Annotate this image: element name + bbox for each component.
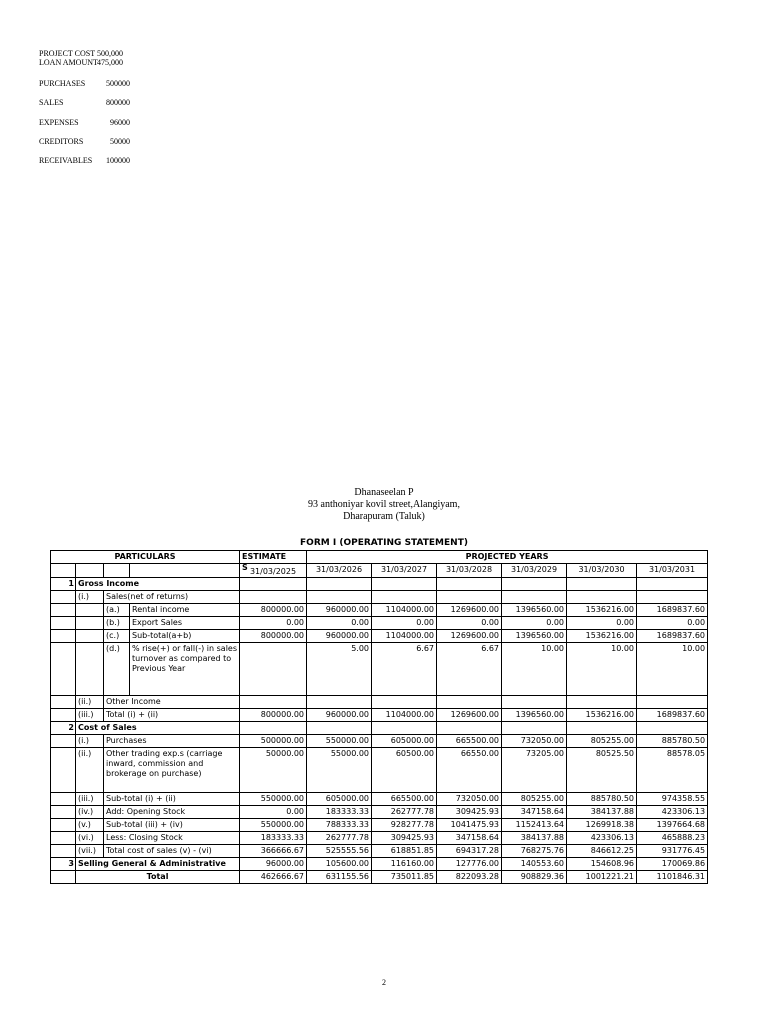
table-row [51, 696, 708, 709]
value-cell: 0.00 [307, 617, 372, 630]
value-cell: 768275.76 [502, 845, 567, 858]
table-row [51, 793, 708, 806]
value-cell [372, 578, 437, 591]
row-index: (ii.) [76, 748, 104, 793]
row-label: Sub-total (iii) + (iv) [104, 819, 240, 832]
total-value-cell: 1001221.21 [567, 871, 637, 884]
section-number: 2 [51, 722, 76, 735]
value-cell: 10.00 [567, 643, 637, 696]
section-number: 1 [51, 578, 76, 591]
value-cell: 928277.78 [372, 819, 437, 832]
total-value-cell: 908829.36 [502, 871, 567, 884]
loan-amount-label: LOAN AMOUNT [39, 58, 98, 67]
value-cell: 1396560.00 [502, 604, 567, 617]
value-cell: 0.00 [502, 617, 567, 630]
value-cell: 183333.33 [240, 832, 307, 845]
project-cost-label: PROJECT COST [39, 49, 96, 58]
section-number [51, 630, 76, 643]
value-cell: 347158.64 [502, 806, 567, 819]
row-index: (vii.) [76, 845, 104, 858]
summary-value: 50000 [110, 137, 130, 146]
table-row [51, 578, 708, 591]
value-cell: 0.00 [240, 617, 307, 630]
value-cell: 732050.00 [502, 735, 567, 748]
value-cell: 805255.00 [502, 793, 567, 806]
section-number [51, 748, 76, 793]
total-value-cell: 462666.67 [240, 871, 307, 884]
value-cell: 788333.33 [307, 819, 372, 832]
date-cell: 31/03/2029 [502, 564, 567, 578]
total-value-cell: 735011.85 [372, 871, 437, 884]
row-index: (vi.) [76, 832, 104, 845]
table-row [51, 604, 708, 617]
date-cell: 31/03/2028 [437, 564, 502, 578]
value-cell [307, 696, 372, 709]
value-cell: 154608.96 [567, 858, 637, 871]
section-number [51, 735, 76, 748]
value-cell: 1689837.60 [637, 709, 708, 722]
date-cell: 31/03/2030 [567, 564, 637, 578]
row-label: Sales(net of returns) [104, 591, 240, 604]
header-estimate: ESTIMATE [240, 551, 307, 564]
table-row [51, 806, 708, 819]
value-cell: 10.00 [502, 643, 567, 696]
value-cell: 423306.13 [567, 832, 637, 845]
value-cell: 665500.00 [437, 735, 502, 748]
value-cell: 170069.86 [637, 858, 708, 871]
date-estimate: 31/03/2025 [249, 567, 297, 576]
value-cell [437, 722, 502, 735]
value-cell: 1269600.00 [437, 630, 502, 643]
value-cell: 885780.50 [637, 735, 708, 748]
value-cell: 80525.50 [567, 748, 637, 793]
value-cell: 931776.45 [637, 845, 708, 858]
address-city: Dharapuram (Taluk) [343, 511, 425, 522]
table-row [51, 845, 708, 858]
value-cell [567, 578, 637, 591]
table-row [51, 832, 708, 845]
date-cell: 31/03/2026 [307, 564, 372, 578]
row-index: (i.) [76, 735, 104, 748]
value-cell [567, 591, 637, 604]
value-cell: 0.00 [240, 806, 307, 819]
summary-label: SALES [39, 98, 64, 107]
value-cell: 55000.00 [307, 748, 372, 793]
value-cell: 262777.78 [307, 832, 372, 845]
value-cell: 618851.85 [372, 845, 437, 858]
section-label: Cost of Sales [76, 722, 240, 735]
project-cost-value: 500,000 [97, 49, 123, 58]
total-row [51, 871, 708, 884]
section-number [51, 832, 76, 845]
value-cell [502, 696, 567, 709]
value-cell: 309425.93 [437, 806, 502, 819]
section-number [51, 604, 76, 617]
section-number [51, 819, 76, 832]
value-cell: 183333.33 [307, 806, 372, 819]
value-cell: 1396560.00 [502, 630, 567, 643]
table-row [51, 748, 708, 793]
value-cell: 1269600.00 [437, 709, 502, 722]
value-cell: 1536216.00 [567, 630, 637, 643]
value-cell [637, 591, 708, 604]
value-cell: 6.67 [372, 643, 437, 696]
value-cell: 846612.25 [567, 845, 637, 858]
table-row [51, 591, 708, 604]
total-value-cell: 631155.56 [307, 871, 372, 884]
value-cell: 309425.93 [372, 832, 437, 845]
row-subindex: (a.) [104, 604, 130, 617]
value-cell [372, 696, 437, 709]
value-cell: 550000.00 [240, 819, 307, 832]
header-projected-years: PROJECTED YEARS [307, 551, 708, 564]
value-cell: 73205.00 [502, 748, 567, 793]
value-cell: 1152413.64 [502, 819, 567, 832]
form-title: FORM I (OPERATING STATEMENT) [300, 538, 468, 548]
row-subindex: (d.) [104, 643, 130, 696]
row-label: Rental income [130, 604, 240, 617]
value-cell: 605000.00 [307, 793, 372, 806]
value-cell: 0.00 [567, 617, 637, 630]
value-cell: 50000.00 [240, 748, 307, 793]
value-cell [567, 722, 637, 735]
section-label: Selling General & Administrative [76, 858, 240, 871]
table-row [51, 735, 708, 748]
date-cell: 31/03/2027 [372, 564, 437, 578]
row-index: (v.) [76, 819, 104, 832]
row-index: (iii.) [76, 793, 104, 806]
row-index [76, 617, 104, 630]
header-particulars: PARTICULARS [51, 551, 240, 564]
table-row [51, 617, 708, 630]
value-cell: 6.67 [437, 643, 502, 696]
summary-label: RECEIVABLES [39, 156, 93, 165]
value-cell: 116160.00 [372, 858, 437, 871]
value-cell [307, 578, 372, 591]
value-cell: 0.00 [437, 617, 502, 630]
value-cell: 800000.00 [240, 604, 307, 617]
value-cell: 96000.00 [240, 858, 307, 871]
value-cell: 1689837.60 [637, 630, 708, 643]
value-cell [437, 591, 502, 604]
value-cell: 1041475.93 [437, 819, 502, 832]
row-label: Sub-total(a+b) [130, 630, 240, 643]
value-cell: 885780.50 [567, 793, 637, 806]
value-cell: 127776.00 [437, 858, 502, 871]
value-cell: 105600.00 [307, 858, 372, 871]
value-cell: 694317.28 [437, 845, 502, 858]
section-number [51, 845, 76, 858]
value-cell [240, 578, 307, 591]
value-cell: 465888.23 [637, 832, 708, 845]
row-label: Export Sales [130, 617, 240, 630]
address-name: Dhanaseelan P [354, 487, 414, 498]
row-label: % rise(+) or fall(-) in sales turnover as compared to Previous Year [130, 643, 240, 696]
section-number [51, 696, 76, 709]
value-cell: 960000.00 [307, 630, 372, 643]
value-cell: 1104000.00 [372, 604, 437, 617]
value-cell: 1269918.38 [567, 819, 637, 832]
value-cell [437, 578, 502, 591]
summary-value: 800000 [106, 98, 130, 107]
header-estimate-cut: S [242, 563, 248, 572]
section-number [51, 806, 76, 819]
value-cell: 1396560.00 [502, 709, 567, 722]
date-cell [240, 564, 307, 578]
date-row [51, 564, 708, 578]
section-number [51, 617, 76, 630]
total-label: Total [76, 871, 240, 884]
value-cell: 10.00 [637, 643, 708, 696]
value-cell: 1689837.60 [637, 604, 708, 617]
value-cell: 800000.00 [240, 709, 307, 722]
summary-value: 100000 [106, 156, 130, 165]
value-cell: 88578.05 [637, 748, 708, 793]
value-cell: 1104000.00 [372, 630, 437, 643]
value-cell: 550000.00 [307, 735, 372, 748]
row-label: Other trading exp.s (carriage inward, commission and brokerage on purchase) [104, 748, 240, 793]
value-cell [437, 696, 502, 709]
value-cell: 347158.64 [437, 832, 502, 845]
total-value-cell: 822093.28 [437, 871, 502, 884]
value-cell [502, 578, 567, 591]
table-row [51, 643, 708, 696]
row-index [76, 604, 104, 617]
section-number: 3 [51, 858, 76, 871]
section-number [51, 709, 76, 722]
value-cell: 665500.00 [372, 793, 437, 806]
loan-amount-value: 475,000 [97, 58, 123, 67]
summary-label: CREDITORS [39, 137, 84, 146]
value-cell: 60500.00 [372, 748, 437, 793]
row-label: Add: Opening Stock [104, 806, 240, 819]
date-cell: 31/03/2031 [637, 564, 708, 578]
value-cell: 605000.00 [372, 735, 437, 748]
value-cell [567, 696, 637, 709]
total-spacer [51, 871, 76, 884]
value-cell [307, 722, 372, 735]
value-cell: 1536216.00 [567, 604, 637, 617]
value-cell: 974358.55 [637, 793, 708, 806]
value-cell [240, 722, 307, 735]
value-cell: 1269600.00 [437, 604, 502, 617]
operating-statement-table [50, 550, 708, 884]
value-cell [637, 578, 708, 591]
table-row [51, 630, 708, 643]
value-cell: 960000.00 [307, 604, 372, 617]
row-subindex: (b.) [104, 617, 130, 630]
value-cell: 525555.56 [307, 845, 372, 858]
value-cell [240, 643, 307, 696]
row-index: (ii.) [76, 696, 104, 709]
value-cell: 1397664.68 [637, 819, 708, 832]
value-cell [307, 591, 372, 604]
value-cell [502, 591, 567, 604]
value-cell: 0.00 [637, 617, 708, 630]
row-index: (i.) [76, 591, 104, 604]
section-label: Gross Income [76, 578, 240, 591]
value-cell: 5.00 [307, 643, 372, 696]
row-label: Total (i) + (ii) [104, 709, 240, 722]
table-row [51, 709, 708, 722]
row-label: Other Income [104, 696, 240, 709]
page-number: 2 [382, 978, 386, 987]
address-street: 93 anthoniyar kovil street,Alangiyam, [308, 499, 460, 510]
section-number [51, 591, 76, 604]
address-block [0, 487, 768, 522]
value-cell: 800000.00 [240, 630, 307, 643]
value-cell [372, 591, 437, 604]
summary-label: PURCHASES [39, 79, 86, 88]
row-label: Purchases [104, 735, 240, 748]
value-cell: 0.00 [372, 617, 437, 630]
row-index: (iv.) [76, 806, 104, 819]
section-number [51, 793, 76, 806]
summary-value: 96000 [110, 118, 130, 127]
row-subindex: (c.) [104, 630, 130, 643]
value-cell: 140553.60 [502, 858, 567, 871]
value-cell [502, 722, 567, 735]
summary-label: EXPENSES [39, 118, 79, 127]
value-cell: 500000.00 [240, 735, 307, 748]
summary-value: 500000 [106, 79, 130, 88]
value-cell: 384137.88 [502, 832, 567, 845]
value-cell: 732050.00 [437, 793, 502, 806]
value-cell: 66550.00 [437, 748, 502, 793]
value-cell: 262777.78 [372, 806, 437, 819]
table-row [51, 819, 708, 832]
total-value-cell: 1101846.31 [637, 871, 708, 884]
value-cell: 805255.00 [567, 735, 637, 748]
value-cell: 1104000.00 [372, 709, 437, 722]
value-cell: 423306.13 [637, 806, 708, 819]
row-index: (iii.) [76, 709, 104, 722]
row-label: Total cost of sales (v) - (vi) [104, 845, 240, 858]
value-cell [637, 722, 708, 735]
value-cell [240, 591, 307, 604]
row-label: Sub-total (i) + (ii) [104, 793, 240, 806]
value-cell: 1536216.00 [567, 709, 637, 722]
section-number [51, 643, 76, 696]
row-index [76, 630, 104, 643]
value-cell [637, 696, 708, 709]
table-row [51, 858, 708, 871]
row-label: Less: Closing Stock [104, 832, 240, 845]
header-row [51, 551, 708, 564]
row-index [76, 643, 104, 696]
value-cell: 550000.00 [240, 793, 307, 806]
table-row [51, 722, 708, 735]
value-cell: 384137.88 [567, 806, 637, 819]
value-cell: 366666.67 [240, 845, 307, 858]
value-cell: 960000.00 [307, 709, 372, 722]
value-cell [372, 722, 437, 735]
value-cell [240, 696, 307, 709]
